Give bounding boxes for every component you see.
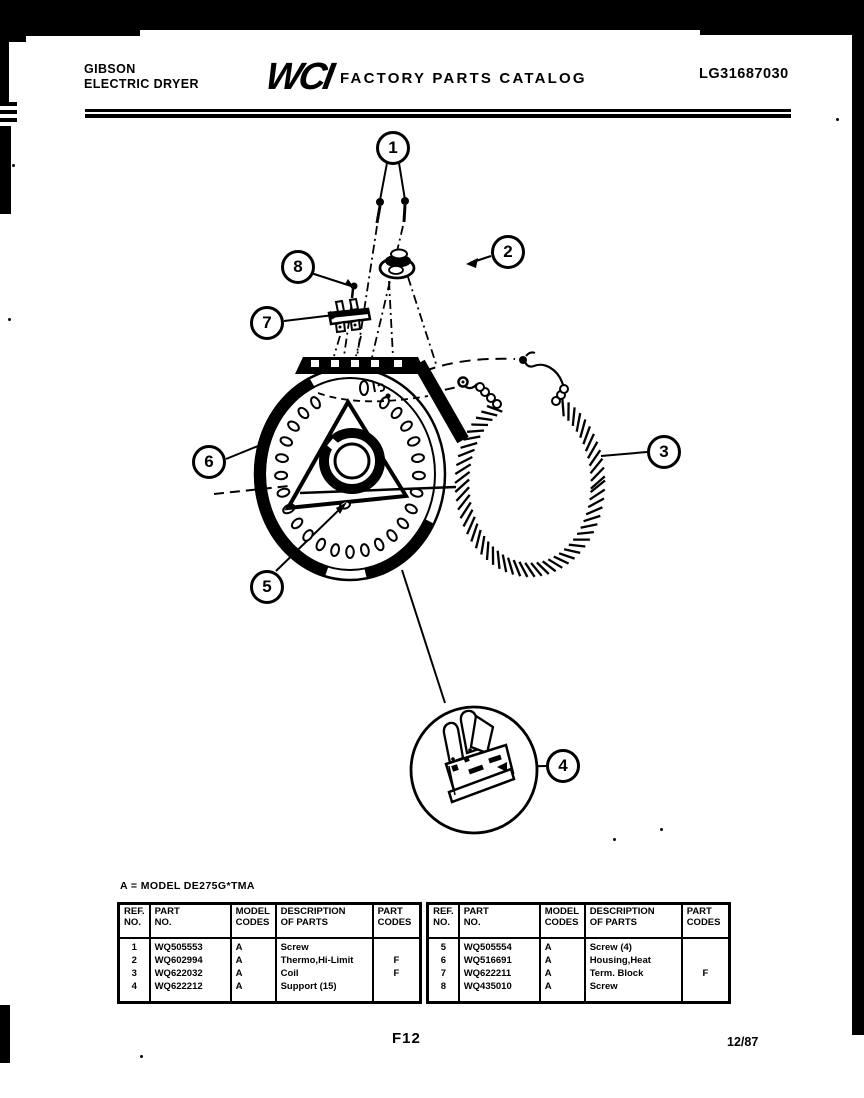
table-header-row: [428, 904, 730, 939]
brand-line2: ELECTRIC DRYER: [84, 77, 199, 91]
catalog-title: FACTORY PARTS CATALOG: [340, 70, 587, 87]
header-ref-no: REF. NO.: [119, 904, 150, 939]
heating-coil: [425, 352, 605, 576]
housing-emboss-marks: [360, 381, 391, 399]
callout-5-label: 5: [262, 577, 272, 596]
table-body-row: [119, 938, 421, 1003]
coil-ring: [455, 398, 605, 577]
header-description: DESCRIPTION OF PARTS: [276, 904, 373, 939]
housing-hub: [324, 433, 380, 489]
col-part: WQ505553 WQ602994 WQ622032 WQ622212: [150, 938, 231, 1003]
publication-date: 12/87: [727, 1035, 759, 1049]
housing-top-flange: [295, 357, 426, 374]
col-model: A A A A: [231, 938, 276, 1003]
col-code: F F: [373, 938, 421, 1003]
page-number: F12: [392, 1030, 421, 1047]
brand-line1: GIBSON: [84, 62, 136, 76]
callout-8: [281, 250, 315, 284]
parts-tables: [117, 902, 731, 1004]
parts-table-left: [117, 902, 422, 1004]
callout-1: [376, 131, 410, 165]
leader-arrowheads: [330, 258, 507, 772]
support-detail-view: [411, 707, 537, 833]
callout-4-label: 4: [558, 756, 568, 775]
wci-logo: WCI: [262, 56, 335, 98]
header-description: DESCRIPTION OF PARTS: [585, 904, 682, 939]
header-ref-no: REF. NO.: [428, 904, 459, 939]
table-header-row: [119, 904, 421, 939]
coil-leads: [459, 352, 569, 408]
callout-3: [647, 435, 681, 469]
model-note: A = MODEL DE275G*TMA: [120, 880, 255, 892]
header-model-codes: MODEL CODES: [231, 904, 276, 939]
col-ref: 1 2 3 4: [119, 938, 150, 1003]
callout-4: [546, 749, 580, 783]
callout-6: [192, 445, 226, 479]
header-part-codes: PART CODES: [373, 904, 421, 939]
header-part-no: PART NO.: [459, 904, 540, 939]
mounting-screws: [377, 198, 409, 224]
header-model-codes: MODEL CODES: [540, 904, 585, 939]
col-part: WQ505554 WQ516691 WQ622211 WQ435010: [459, 938, 540, 1003]
col-ref: 5 6 7 8: [428, 938, 459, 1003]
parts-table-right: [426, 902, 731, 1004]
document-number: LG31687030: [699, 66, 789, 82]
callout-8-label: 8: [293, 257, 303, 276]
col-code: F: [682, 938, 730, 1003]
heater-housing: [214, 357, 463, 580]
callout-5: [250, 570, 284, 604]
header-part-no: PART NO.: [150, 904, 231, 939]
callout-7: [250, 306, 284, 340]
callout-6-label: 6: [204, 452, 214, 471]
hi-limit-thermostat: [380, 250, 414, 279]
assembly-axis-lines: [334, 226, 437, 367]
callout-2-label: 2: [503, 242, 513, 261]
col-desc: Screw (4) Housing,Heat Term. Block Screw: [585, 938, 682, 1003]
callout-7-label: 7: [262, 313, 272, 332]
col-desc: Screw Thermo,Hi-Limit Coil Support (15): [276, 938, 373, 1003]
col-model: A A A A: [540, 938, 585, 1003]
callout-1-label: 1: [388, 138, 398, 157]
header-part-codes: PART CODES: [682, 904, 730, 939]
callout-3-label: 3: [659, 442, 669, 461]
callout-2: [491, 235, 525, 269]
table-body-row: [428, 938, 730, 1003]
